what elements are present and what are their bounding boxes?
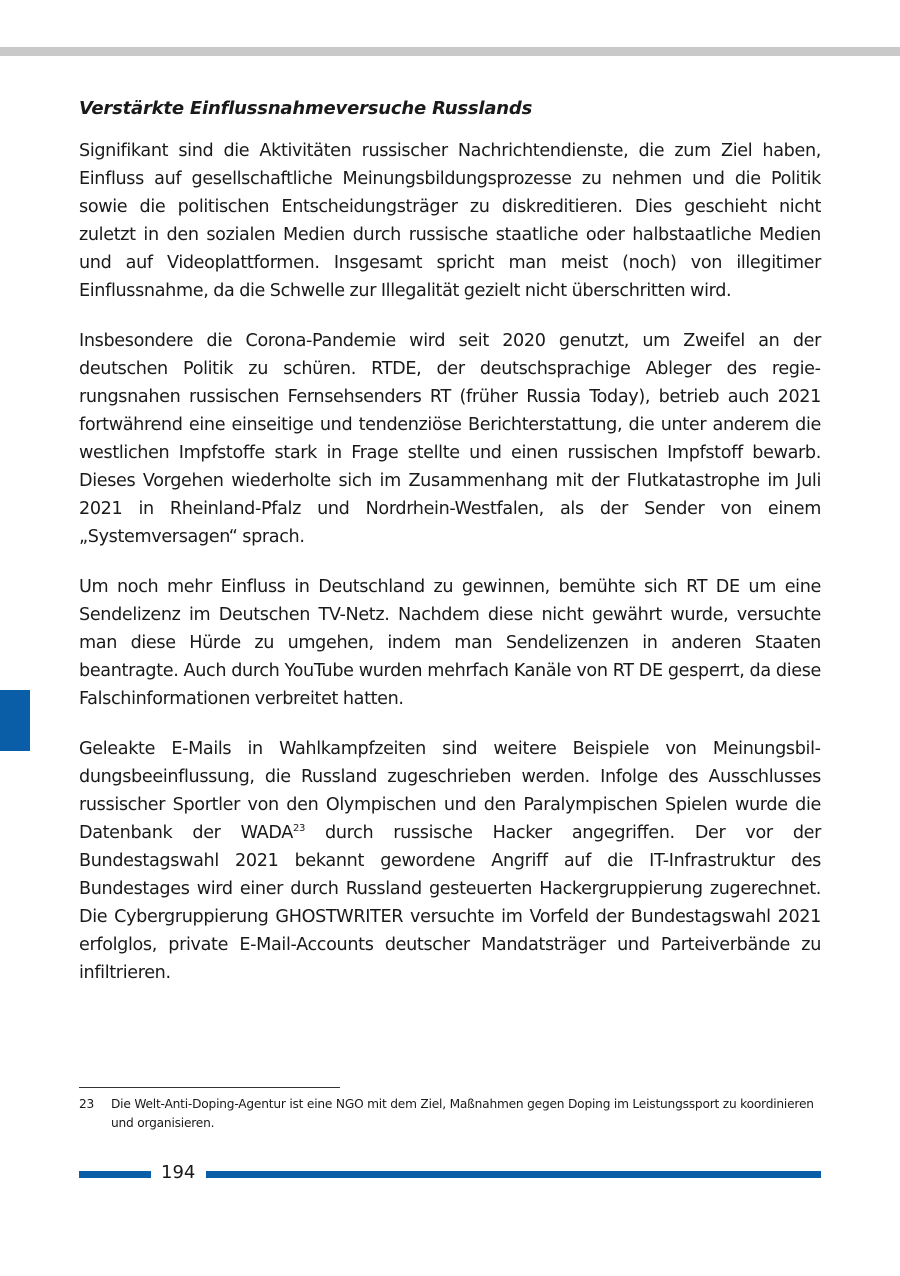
footer-bar-right: [206, 1171, 821, 1178]
page-footer: [79, 1160, 821, 1186]
paragraph-3: Um noch mehr Einfluss in Deutschland zu gewinnen, bemühte sich RT DE um eine Sendelizenz im Deutschen TV-Netz. Nachdem diese nicht gewährt wurde, versuchte man diese Hürde zu umgehen, indem man Sendelizenzen in anderen Staaten beantragte. Auch durch YouTube wurden mehrfach Kanäle von RT DE gesperrt, da diese Falschinformationen verbreitet hatten.: [79, 577, 821, 709]
page-number: 194: [161, 1162, 196, 1183]
footnote-text: Die Welt-Anti-Doping-Agentur ist eine NGO mit dem Ziel, Maßnahmen gegen Doping im Leistungssport zu koordinieren und organisieren.: [111, 1097, 814, 1130]
top-header-bar: [0, 47, 900, 56]
paragraph-1: Signifikant sind die Aktivitäten russischer Nachrichtendienste, die zum Ziel haben, Einfluss auf gesellschaftliche Meinungsbildungsprozesse zu nehmen und die Politik sowie die politischen Entscheidungsträger zu diskreditieren. Dies geschieht nicht zuletzt in den sozialen Medien durch russische staatliche oder halbstaatliche Medien und auf Videoplattformen. Insgesamt spricht man meist (noch) von illegitimer Einflussnahme, da die Schwelle zur Illegalität gezielt nicht überschritten wird.: [79, 141, 821, 301]
footnote-separator: [79, 1087, 340, 1088]
paragraph-4-part-2: durch russische Hacker angegriffen. Der vor der Bundestagswahl 2021 bekannt gewordene Angriff auf die IT-Infrastruktur des Bundestages wird einer durch Russland gesteuerten Hackergruppierung zugerechnet. Die Cybergruppierung GHOSTWRITER versuchte im Vorfeld der Bundestagswahl 2021 erfolglos, private E-Mail-Accounts deutscher Mandatsträger und Parteiverbände zu infiltrieren.: [79, 823, 821, 983]
chapter-side-tab: [0, 690, 30, 751]
paragraph-4: [79, 735, 821, 987]
section-heading: Verstärkte Einflussnahmeversuche Russlands: [79, 98, 533, 119]
footer-bar-left: [79, 1171, 151, 1178]
page-content: [79, 95, 821, 1009]
footnote: [79, 1095, 821, 1133]
footnote-number: 23: [79, 1097, 95, 1111]
footnote-reference-23[interactable]: 23: [292, 823, 305, 835]
paragraph-2: Insbesondere die Corona-Pandemie wird seit 2020 genutzt, um Zweifel an der deutschen Politik zu schüren. RTDE, der deutschsprachige Ableger des regierungsnahen russischen Fernsehsenders RT (früher Russia Today), betrieb auch 2021 fortwährend eine einseitige und tendenziöse Berichterstattung, die unter anderem die westlichen Impfstoffe stark in Frage stellte und einen russischen Impfstoff bewarb. Dieses Vorgehen wiederholte sich im Zusammenhang mit der Flutkatastrophe im Juli 2021 in Rheinland-Pfalz und Nordrhein-Westfalen, als der Sender von einem „Systemversagen“ sprach.: [79, 331, 821, 547]
paragraph-4-part-1: Geleakte E-Mails in Wahlkampfzeiten sind weitere Beispiele von Meinungsbildungsbeeinflussung, die Russland zugeschrieben werden. Infolge des Ausschlusses russischer Sportler von den Olympischen und den Paralympischen Spielen wurde die Datenbank der WADA: [79, 739, 821, 843]
